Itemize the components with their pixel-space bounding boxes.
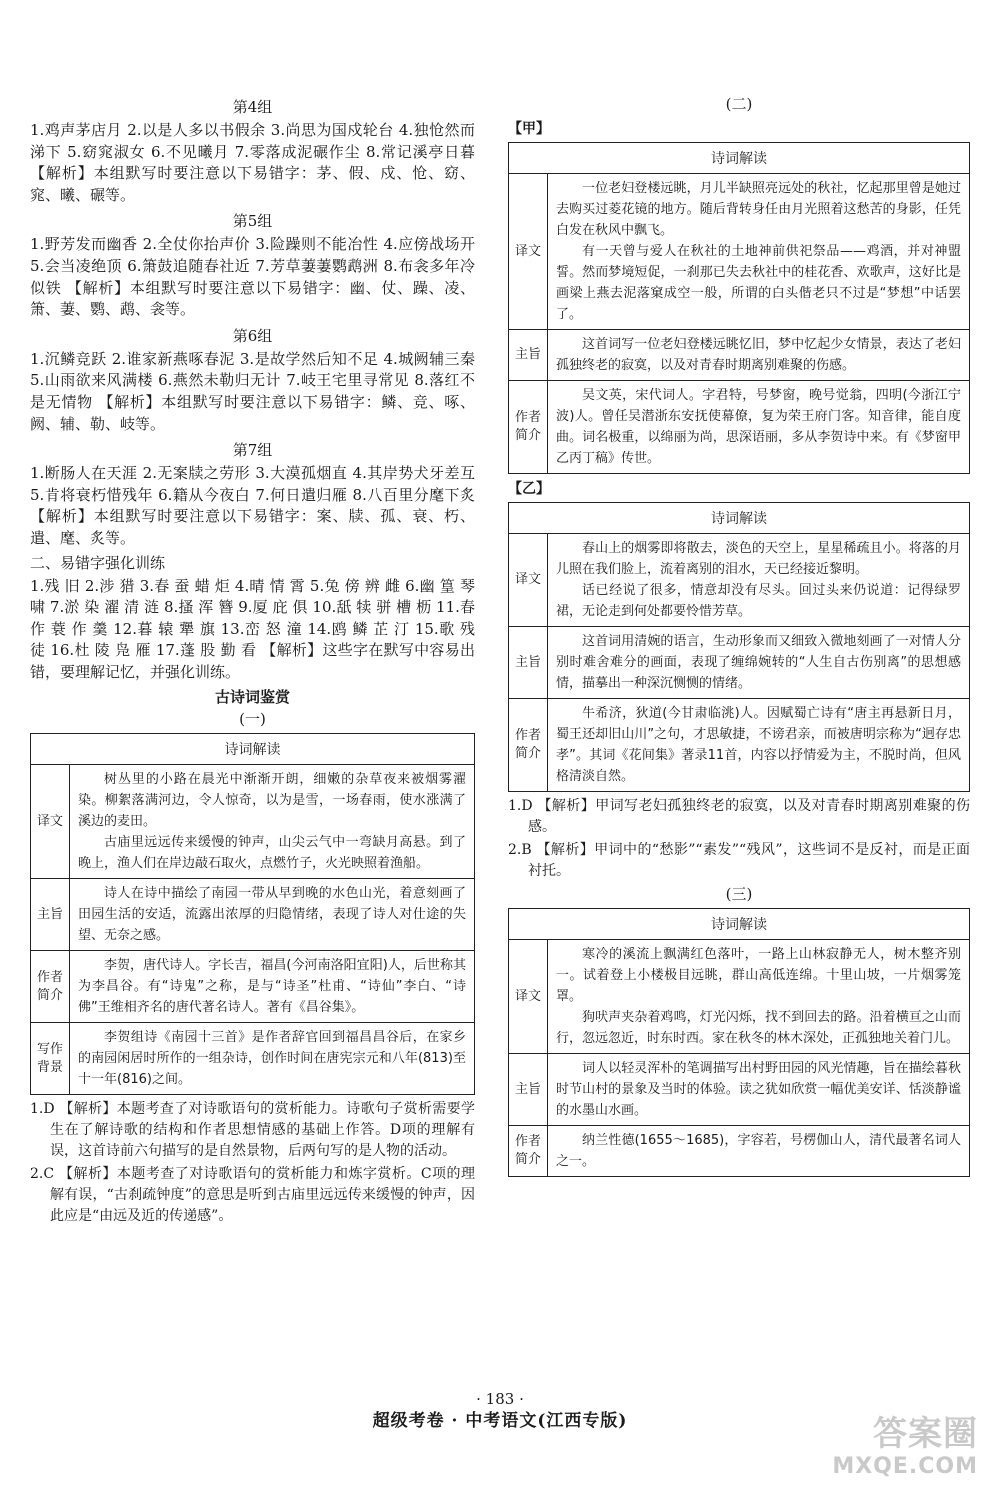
jia-label: 【甲】 — [508, 121, 550, 137]
poem-table-jia — [508, 142, 970, 474]
row-paragraph: 春山上的烟雾即将散去，淡色的天空上，星星稀疏且小。将落的月儿照在我们脸上，流着离别的泪水，天已经接近黎明。 — [556, 541, 961, 577]
row-content — [548, 381, 970, 474]
row-label: 译文 — [509, 534, 548, 627]
poem-interpretation-table — [508, 908, 970, 1177]
yi-label: 【乙】 — [508, 481, 550, 497]
table-header: 诗词解读 — [509, 909, 970, 940]
row-content — [548, 1054, 970, 1126]
table-row — [31, 1023, 475, 1095]
poem-table-san — [508, 908, 970, 1177]
table-header: 诗词解读 — [31, 734, 475, 765]
row-paragraph: 纳兰性德(1655～1685)，字容若，号楞伽山人，清代最著名词人之一。 — [556, 1133, 961, 1169]
table-row — [509, 534, 970, 627]
row-paragraph: 一位老妇登楼远眺，月儿半缺照亮远处的秋社，忆起那里曾是她过去购买过菱花镜的地方。随后背转身任由月光照着这愁苦的身影，任凭白发在秋风中飘飞。 — [556, 181, 961, 238]
row-label: 作者简介 — [509, 699, 548, 792]
row-label: 主旨 — [509, 627, 548, 699]
row-content — [548, 330, 970, 381]
table-row — [509, 330, 970, 381]
row-paragraph: 狗吠声夹杂着鸡鸣，灯光闪烁，找不到回去的路。沿着横亘之山而行，忽远忽近，时东时西。家在秋冬的林木深处，正孤独地关着门儿。 — [556, 1010, 961, 1046]
row-paragraph: 这首词写一位老妇登楼远眺忆旧，梦中忆起少女情景，表达了老妇孤独终老的寂寞，以及对青春时期离别难聚的伤感。 — [556, 337, 961, 373]
group-7-text: 1.断肠人在天涯 2.无案牍之劳形 3.大漠孤烟直 4.其岸势犬牙差互 5.肯将衰朽惜残年 6.籍从今夜白 7.何日遣归雁 8.八百里分麾下炙 【解析】本组默写时要注意以下易错字：案、牍、孤、衰、朽、遣、麾、炙等。 — [30, 464, 475, 547]
group-4-text: 1.鸡声茅店月 2.以是人多以书假余 3.尚思为国戍轮台 4.独怆然而涕下 5.窈窕淑女 6.不见曦月 7.零落成泥碾作尘 8.常记溪亭日暮 【解析】本组默写时要注意以下易错字：茅、假、戍、怆、窈、窕、曦、碾等。 — [30, 121, 475, 204]
row-label: 译文 — [509, 174, 548, 330]
row-content — [548, 174, 970, 330]
watermark-url: MXQE.COM — [832, 1454, 978, 1479]
page-number: · 183 · — [476, 1390, 524, 1408]
group-7-heading: 第7组 — [232, 441, 273, 460]
watermark — [832, 1414, 978, 1479]
row-content — [548, 1126, 970, 1177]
part-1-label: (一) — [239, 710, 266, 729]
section-2-text: 1.残 旧 2.涉 猎 3.春 蚕 蜡 炬 4.晴 情 霄 5.兔 傍 辨 雌 6.幽 篁 琴 啸 7.淤 染 濯 清 涟 8.搔 浑 簪 9.厦 庇 俱 10.舐 犊 骈 槽 枥 11.春 作 蓑 作 羹 12.暮 辕 犟 旗 13.峦 怒 潼 14.鸥 鳞 芷 汀 15.歌 残 徒 16.杜 陵 凫 雁 17.蓬 股 勤 看 【解析】这些字在默写中容易出错，要理解记忆，并强化训练。 — [30, 576, 475, 681]
row-paragraph: 话已经说了很多，情意却没有尽头。回过头来仍说道：记得绿罗裙，无论走到何处都要怜惜芳草。 — [556, 583, 961, 619]
row-label: 写作背景 — [31, 1023, 70, 1095]
row-paragraph: 诗人在诗中描绘了南园一带从早到晚的水色山光，着意刻画了田园生活的安适，流露出浓厚的归隐情绪，表现了诗人对仕途的失望、无奈之感。 — [78, 886, 466, 944]
section-title: 古诗词鉴赏 — [214, 688, 290, 707]
table-row — [509, 1126, 970, 1177]
book-title: 超级考卷 · 中考语文(江西专版) — [372, 1411, 628, 1431]
left-column — [30, 92, 475, 1229]
table-header: 诗词解读 — [509, 503, 970, 534]
section-2-heading: 二、易错字强化训练 — [30, 553, 166, 572]
row-label: 译文 — [31, 765, 70, 879]
group-5-text: 1.野芳发而幽香 2.全仗你抬声价 3.险躁则不能冶性 4.应傍战场开 5.会当凌绝顶 6.箫鼓追随春社近 7.芳草萋萋鹦鹉洲 8.布衾多年冷似铁 【解析】本组默写时要注意以下易错字：幽、仗、躁、凌、箫、萋、鹦、鹉、衾等。 — [30, 235, 475, 319]
row-label: 主旨 — [509, 1054, 548, 1126]
table-row — [31, 951, 475, 1023]
answers-part-2 — [508, 796, 970, 882]
row-content — [548, 699, 970, 792]
part-3-label: (三) — [725, 885, 753, 903]
table-row — [509, 381, 970, 474]
table-row — [509, 699, 970, 792]
poem-table-1 — [30, 733, 475, 1095]
answer-item: 2.C 【解析】本题考查了对诗歌语句的赏析能力和炼字赏析。C项的理解有误，“古刹疏钟度”的意思是听到古庙里远远传来缓慢的钟声，因此应是“由远及近的传递感”。 — [30, 1166, 475, 1225]
row-paragraph: 牛希济，狄道(今甘肃临洮)人。因赋蜀亡诗有“唐主再悬新日月，蜀王还却旧山川”之句，才思敏捷，不谤君亲，而被唐明宗称为“迥存忠孝”。其词《花间集》著录11首，内容以抒情爱为主，不脱时尚，但风格清淡自然。 — [556, 706, 961, 784]
row-label: 主旨 — [509, 330, 548, 381]
row-content — [70, 951, 475, 1023]
row-paragraph: 寒冷的溪流上飘满红色落叶，一路上山林寂静无人，树木整齐别一。试着登上小楼极目远眺，群山高低连绵。十里山坡，一片烟雾笼罩。 — [556, 947, 961, 1004]
table-row — [509, 1054, 970, 1126]
table-row — [509, 627, 970, 699]
row-label: 作者简介 — [31, 951, 70, 1023]
row-label: 作者简介 — [509, 1126, 548, 1177]
row-content — [548, 534, 970, 627]
table-row — [31, 879, 475, 951]
answers-part-1 — [30, 1099, 475, 1227]
poem-table-yi — [508, 502, 970, 792]
row-paragraph: 李贺，唐代诗人。字长吉，福昌(今河南洛阳宜阳)人，后世称其为李昌谷。有“诗鬼”之称，是与“诗圣”杜甫、“诗仙”李白、“诗佛”王维相齐名的唐代著名诗人。著有《昌谷集》。 — [78, 958, 466, 1016]
answer-item: 2.B 【解析】甲词中的“愁影”“素发”“残风”，这些词不是反衬，而是正面衬托。 — [508, 842, 970, 879]
group-6-heading: 第6组 — [232, 326, 273, 345]
row-paragraph: 这首词用清婉的语言，生动形象而又细致入微地刻画了一对情人分别时难舍难分的画面，表现了缠绵婉转的“人生自古伤别离”的思想感情，描摹出一种深沉恻恻的情绪。 — [556, 634, 961, 691]
row-paragraph: 李贺组诗《南园十三首》是作者辞官回到福昌昌谷后，在家乡的南园闲居时所作的一组杂诗，创作时间在唐宪宗元和八年(813)至十一年(816)之间。 — [78, 1030, 466, 1088]
table-row — [31, 765, 475, 879]
row-paragraph: 词人以轻灵浑朴的笔调描写出村野田园的风光情趣，旨在描绘暮秋时节山村的景象及当时的体验。读之犹如欣赏一幅优美安详、恬淡静谧的水墨山水画。 — [556, 1061, 961, 1118]
poem-interpretation-table — [508, 502, 970, 792]
row-content — [70, 765, 475, 879]
right-column — [508, 92, 970, 1181]
answer-item: 1.D 【解析】甲词写老妇孤独终老的寂寞，以及对青春时期离别难聚的伤感。 — [508, 798, 970, 835]
poem-interpretation-table — [30, 733, 475, 1095]
row-paragraph: 有一天曾与爱人在秋社的土地神前供祀祭品——鸡酒，并对神盟誓。然而梦境短促，一刹那已失去秋社中的桂花香、欢歌声，这好比是画梁上燕去泥落窠成空一般，所谓的白头偕老只不过是“梦想”中话罢了。 — [556, 244, 961, 322]
table-header: 诗词解读 — [509, 143, 970, 174]
part-2-label: (二) — [725, 95, 753, 113]
watermark-logo: 答案圈 — [873, 1414, 978, 1454]
row-label: 作者简介 — [509, 381, 548, 474]
row-content — [70, 879, 475, 951]
poem-interpretation-table — [508, 142, 970, 474]
row-label: 译文 — [509, 940, 548, 1054]
group-6-text: 1.沉鳞竞跃 2.谁家新燕啄春泥 3.是故学然后知不足 4.城阙辅三秦 5.山雨欲来风满楼 6.燕然未勒归无计 7.岐王宅里寻常见 8.落红不是无情物 【解析】本组默写时要注意以下易错字：鳞、竞、啄、阙、辅、勒、岐等。 — [30, 349, 475, 433]
row-paragraph: 吴文英，宋代词人。字君特，号梦窗，晚号觉翁，四明(今浙江宁波)人。曾任吴潜浙东安抚使幕僚，复为荣王府门客。知音律，能自度曲。词名极重，以绵丽为尚，思深语丽，多从李贺诗中来。有《梦窗甲乙丙丁稿》传世。 — [556, 388, 961, 466]
table-row — [509, 174, 970, 330]
answer-item: 1.D 【解析】本题考查了对诗歌语句的赏析能力。诗歌句子赏析需要学生在了解诗歌的结构和作者思想情感的基础上作答。D项的理解有误，这首诗前六句描写的是自然景物，后两句写的是人物的活动。 — [30, 1101, 475, 1160]
row-paragraph: 古庙里远远传来缓慢的钟声，山尖云气中一弯缺月高悬。到了晚上，渔人们在岸边敲石取火，点燃竹子，火光映照着渔船。 — [78, 835, 466, 872]
row-content — [548, 627, 970, 699]
group-4-heading: 第4组 — [232, 98, 273, 116]
row-content — [548, 940, 970, 1054]
row-content — [70, 1023, 475, 1095]
group-5-heading: 第5组 — [232, 212, 273, 231]
table-row — [509, 940, 970, 1054]
row-label: 主旨 — [31, 879, 70, 951]
row-paragraph: 树丛里的小路在晨光中渐渐开朗，细嫩的杂草夜来被烟雾濯染。柳絮落满河边，令人惊奇，以为是雪，一场春雨，使水涨满了溪边的麦田。 — [78, 772, 466, 830]
